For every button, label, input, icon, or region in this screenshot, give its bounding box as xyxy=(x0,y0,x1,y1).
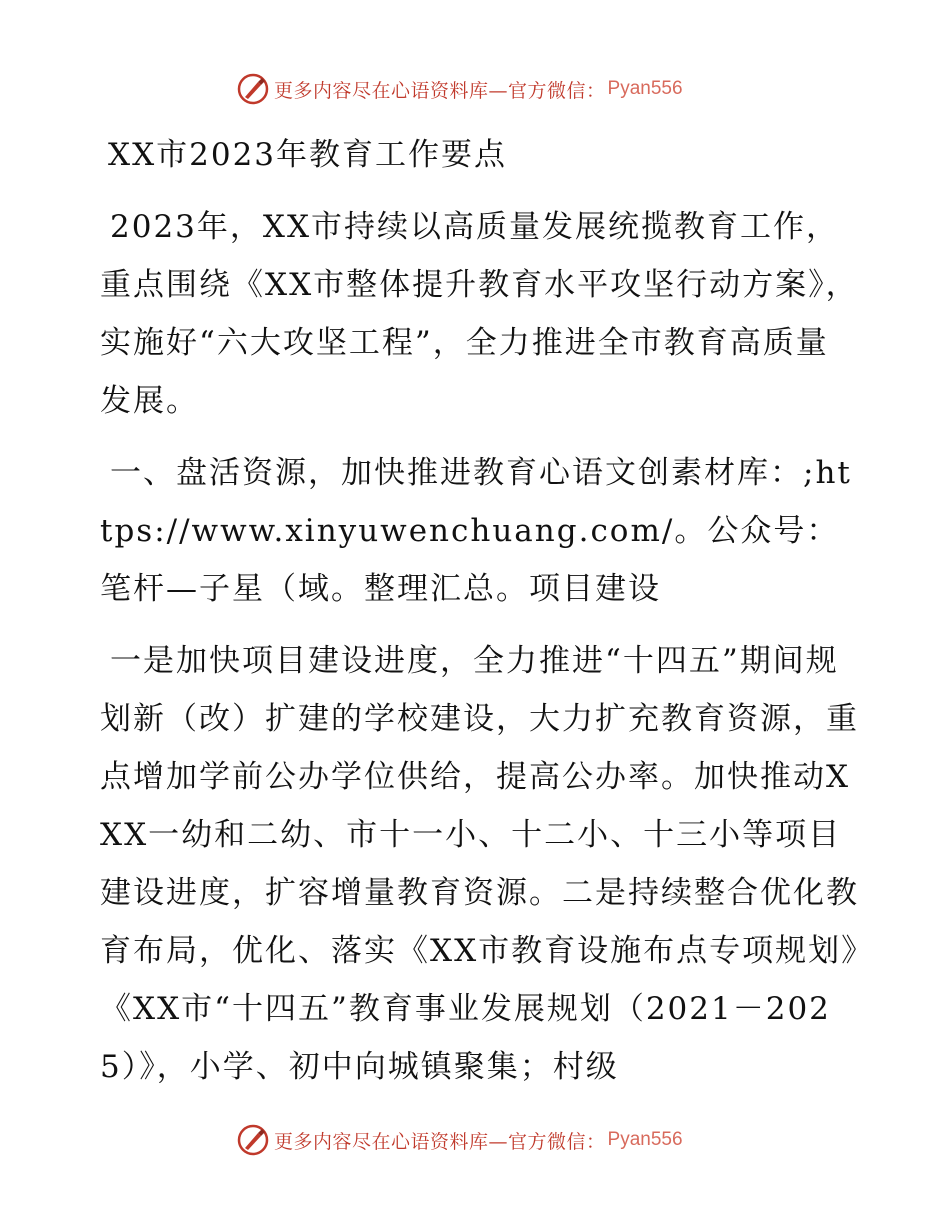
paragraph-section-1-detail: 一是加快项目建设进度，全力推进“十四五”期间规划新（改）扩建的学校建设，大力扩充教育资源，重点增加学前公办学位供给，提高公办率。加快推动XXX一幼和二幼、市十一小、十二小、十三小等项目建设进度，扩容增量教育资源。二是持续整合优化教育布局，优化、落实《XX市教育设施布点专项规划》《XX市“十四五”教育事业发展规划（2021－2025）》，小学、初中向城镇聚集；村级 xyxy=(100,643,859,1085)
watermark-text: 更多内容尽在心语资料库—官方微信： xyxy=(274,79,606,102)
watermark-wechat-id: Pyan556 xyxy=(607,78,683,99)
watermark-footer xyxy=(236,1123,683,1157)
watermark-header xyxy=(236,72,683,106)
pen-logo-icon xyxy=(236,1123,270,1157)
document-title: XX市2023年教育工作要点 xyxy=(108,137,508,173)
pen-logo-icon xyxy=(236,72,270,106)
paragraph-intro: 2023年，XX市持续以高质量发展统揽教育工作，重点围绕《XX市整体提升教育水平攻坚行动方案》，实施好“六大攻坚工程”，全力推进全市教育高质量发展。 xyxy=(100,209,859,419)
watermark-text: 更多内容尽在心语资料库—官方微信： xyxy=(274,1130,606,1153)
document-body xyxy=(100,118,860,1096)
watermark-wechat-id: Pyan556 xyxy=(607,1129,683,1150)
paragraph-section-1: 一、盘活资源，加快推进教育心语文创素材库：;https://www.xinyuwenchuang.com/。公众号：笔杆—子星（域。整理汇总。项目建设 xyxy=(100,455,852,607)
